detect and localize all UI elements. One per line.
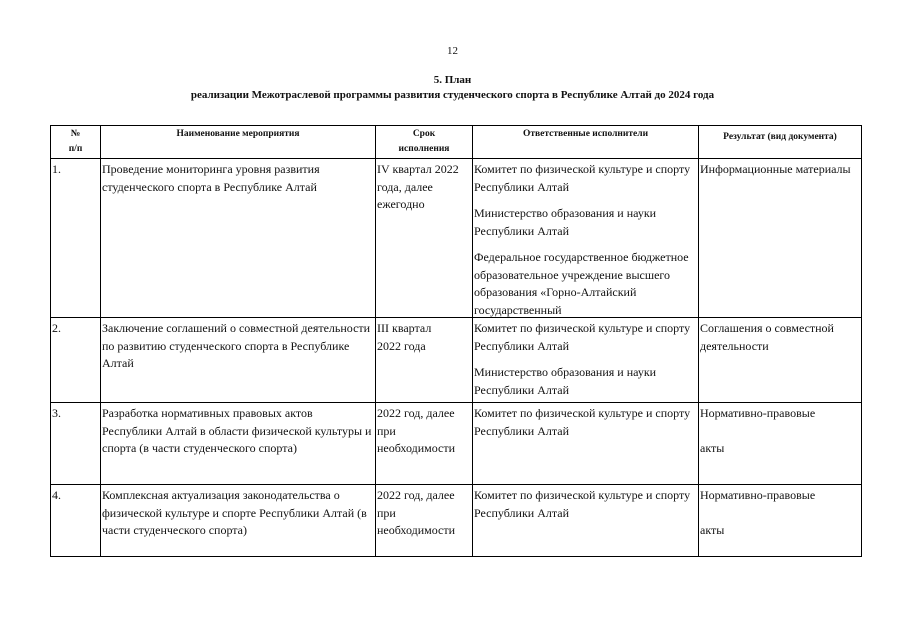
executor-item: Комитет по физической культуре и спорту Республики Алтай xyxy=(474,321,691,353)
result-item: Нормативно-правовые xyxy=(700,488,816,502)
result-item: Информационные материалы xyxy=(700,162,851,176)
executor-item: Комитет по физической культуре и спорту Республики Алтай xyxy=(474,406,691,438)
cell-period xyxy=(376,159,473,318)
header-executors: Ответственные исполнители xyxy=(473,126,699,159)
cell-name xyxy=(101,403,376,485)
period-text: IV квартал 2022 года, далее ежегодно xyxy=(377,162,459,211)
header-period: Срок исполнения xyxy=(376,126,473,159)
header-result: Результат (вид документа) xyxy=(699,126,862,159)
row-number: 4. xyxy=(52,488,61,502)
row-number: 2. xyxy=(52,321,61,335)
cell-executors xyxy=(473,403,699,485)
cell-result xyxy=(699,403,862,485)
cell-name xyxy=(101,485,376,557)
header-num: № п/п xyxy=(51,126,101,159)
result-item: акты xyxy=(700,522,725,537)
plan-title-line2: реализации Межотраслевой программы развития студенческого спорта в Республике Алтай до 2024 года xyxy=(190,89,715,101)
result-item: Соглашения о совместной деятельности xyxy=(700,321,834,353)
cell-executors xyxy=(473,159,699,318)
cell-num xyxy=(51,403,101,485)
cell-period xyxy=(376,485,473,557)
cell-period xyxy=(376,403,473,485)
cell-name xyxy=(101,159,376,318)
header-name: Наименование мероприятия xyxy=(101,126,376,159)
row-number: 1. xyxy=(52,162,61,176)
period-text: 2022 год, далее при необходимости xyxy=(377,406,456,455)
table-header-row xyxy=(51,126,862,159)
executor-item: Комитет по физической культуре и спорту Республики Алтай xyxy=(474,488,691,520)
table-row xyxy=(51,318,862,403)
row-number: 3. xyxy=(52,406,61,420)
plan-title xyxy=(0,73,905,103)
cell-num xyxy=(51,485,101,557)
cell-name xyxy=(101,318,376,403)
cell-result xyxy=(699,318,862,403)
period-text: III квартал 2022 года xyxy=(377,321,432,353)
plan-title-line1: 5. План xyxy=(433,74,472,86)
executor-item: Министерство образования и науки Республики Алтай xyxy=(474,365,657,397)
table-row xyxy=(51,403,862,485)
activity-name: Комплексная актуализация законодательства о физической культуре и спорте Республики Алтай (в части студенческого спорта) xyxy=(102,488,367,537)
plan-table xyxy=(50,125,862,557)
cell-executors xyxy=(473,485,699,557)
period-text: 2022 год, далее при необходимости xyxy=(377,488,456,537)
cell-result xyxy=(699,485,862,557)
executor-item: Федеральное государственное бюджетное образовательное учреждение высшего образования «Горно-Алтайский государственный xyxy=(474,250,689,317)
cell-period xyxy=(376,318,473,403)
activity-name: Разработка нормативных правовых актов Республики Алтай в области физической культуры и спорта (в части студенческого спорта) xyxy=(102,406,372,455)
cell-executors xyxy=(473,318,699,403)
cell-result xyxy=(699,159,862,318)
activity-name: Проведение мониторинга уровня развития студенческого спорта в Республике Алтай xyxy=(102,162,320,194)
table-row xyxy=(51,159,862,318)
executor-item: Комитет по физической культуре и спорту Республики Алтай xyxy=(474,162,691,194)
cell-num xyxy=(51,159,101,318)
executor-item: Министерство образования и науки Республики Алтай xyxy=(474,206,657,238)
page-number: 12 xyxy=(447,45,458,57)
result-item: Нормативно-правовые xyxy=(700,406,816,420)
activity-name: Заключение соглашений о совместной деятельности по развитию студенческого спорта в Республике Алтай xyxy=(102,321,371,370)
cell-num xyxy=(51,318,101,403)
result-item: акты xyxy=(700,440,725,455)
table-row xyxy=(51,485,862,557)
